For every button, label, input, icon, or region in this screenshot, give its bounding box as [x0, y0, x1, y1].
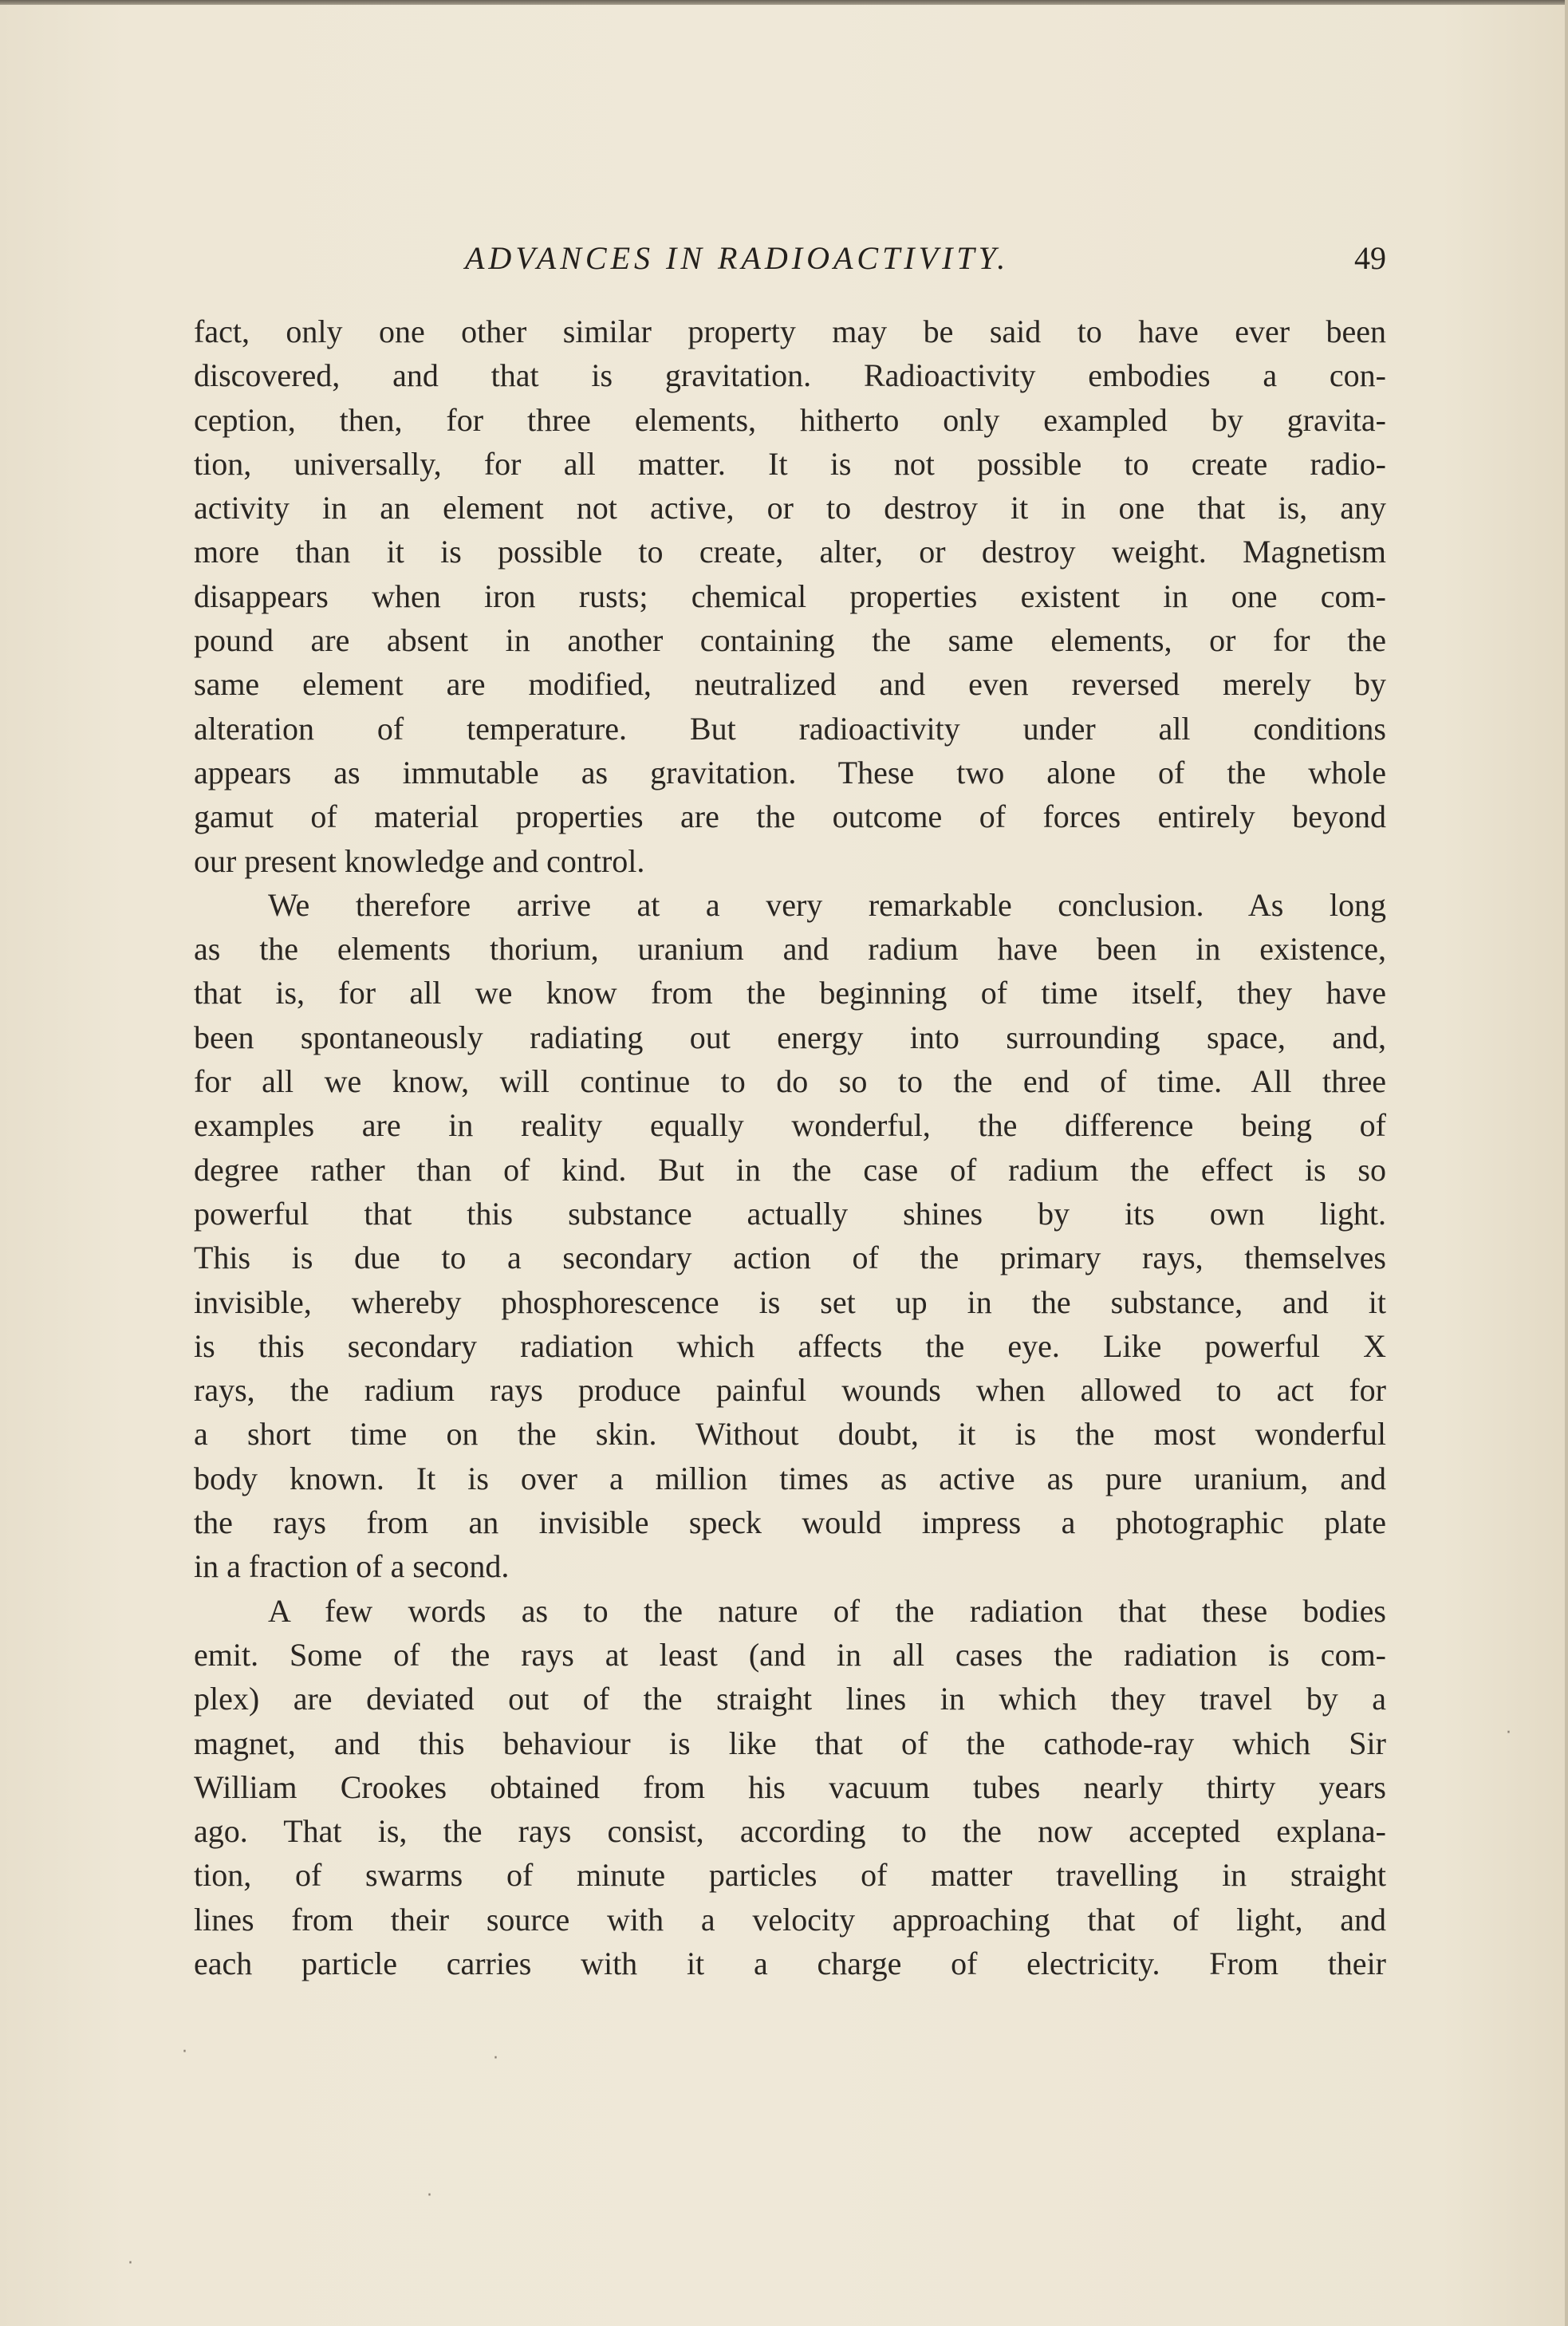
text-line: tion, universally, for all matter. It is not possible to create radio-	[194, 445, 1386, 482]
text-line: invisible, whereby phosphorescence is set up in the substance, and it	[194, 1283, 1386, 1320]
text-line: for all we know, will continue to do so to the end of time. All three	[194, 1063, 1386, 1100]
text-line: ception, then, for three elements, hitherto only exampled by gravita-	[194, 401, 1386, 438]
text-line: pound are absent in another containing the same elements, or for the	[194, 622, 1386, 659]
text-line: as the elements thorium, uranium and radium have been in existence,	[194, 931, 1386, 968]
text-line: disappears when iron rusts; chemical properties existent in one com-	[194, 578, 1386, 614]
text-line: appears as immutable as gravitation. These two alone of the whole	[194, 754, 1386, 790]
paper-speck-icon: ·	[493, 2048, 498, 2068]
text-line: plex) are deviated out of the straight lines in which they travel by a	[194, 1681, 1386, 1717]
text-line: William Crookes obtained from his vacuum tubes nearly thirty years	[194, 1768, 1386, 1805]
body-text	[194, 309, 1386, 1985]
text-line: powerful that this substance actually shines by its own light.	[194, 1195, 1386, 1232]
running-title: ADVANCES IN RADIOACTIVITY.	[465, 240, 1010, 276]
text-line: gamut of material properties are the outcome of forces entirely beyond	[194, 798, 1386, 835]
text-line: magnet, and this behaviour is like that of the cathode-ray which Sir	[194, 1725, 1386, 1761]
text-line: fact, only one other similar property may be said to have ever been	[194, 313, 1386, 349]
text-line: lines from their source with a velocity approaching that of light, and	[194, 1901, 1386, 1938]
text-line: alteration of temperature. But radioactivity under all conditions	[194, 710, 1386, 747]
page-top-edge	[0, 0, 1568, 5]
text-line: our present knowledge and control.	[194, 842, 645, 879]
paper-speck-icon: ·	[427, 2186, 432, 2206]
text-line: emit. Some of the rays at least (and in all cases the radiation is com-	[194, 1636, 1386, 1673]
running-header	[194, 239, 1386, 287]
text-line: same element are modified, neutralized and even reversed merely by	[194, 666, 1386, 703]
text-line: the rays from an invisible speck would impress a photographic plate	[194, 1504, 1386, 1541]
paper-speck-icon: ·	[128, 2253, 133, 2273]
paper-speck-icon: ·	[1506, 1723, 1511, 1743]
text-line: discovered, and that is gravitation. Radioactivity embodies a con-	[194, 357, 1386, 394]
text-line: been spontaneously radiating out energy into surrounding space, and,	[194, 1019, 1386, 1055]
text-line: body known. It is over a million times as active as pure uranium, and	[194, 1460, 1386, 1496]
text-line: A few words as to the nature of the radiation that these bodies	[268, 1592, 1386, 1629]
text-line: in a fraction of a second.	[194, 1548, 510, 1585]
text-line: This is due to a secondary action of the primary rays, themselves	[194, 1240, 1386, 1276]
text-line: We therefore arrive at a very remarkable conclusion. As long	[268, 886, 1386, 923]
text-line: that is, for all we know from the beginning of time itself, they have	[194, 975, 1386, 1011]
page-right-edge	[1565, 0, 1568, 2326]
paper-speck-icon: ·	[182, 2042, 187, 2062]
text-line: examples are in reality equally wonderful, the difference being of	[194, 1107, 1386, 1144]
text-line: activity in an element not active, or to destroy it in one that is, any	[194, 490, 1386, 526]
page-number: 49	[1354, 240, 1386, 276]
text-line: each particle carries with it a charge of electricity. From their	[194, 1945, 1386, 1981]
text-line: is this secondary radiation which affects the eye. Like powerful X	[194, 1327, 1386, 1364]
text-line: rays, the radium rays produce painful wounds when allowed to act for	[194, 1372, 1386, 1409]
text-line: ago. That is, the rays consist, according to the now accepted explana-	[194, 1813, 1386, 1850]
text-line: tion, of swarms of minute particles of matter travelling in straight	[194, 1857, 1386, 1894]
text-line: degree rather than of kind. But in the case of radium the effect is so	[194, 1151, 1386, 1188]
text-line: more than it is possible to create, alter, or destroy weight. Magnetism	[194, 534, 1386, 570]
text-line: a short time on the skin. Without doubt, it is the most wonderful	[194, 1416, 1386, 1453]
